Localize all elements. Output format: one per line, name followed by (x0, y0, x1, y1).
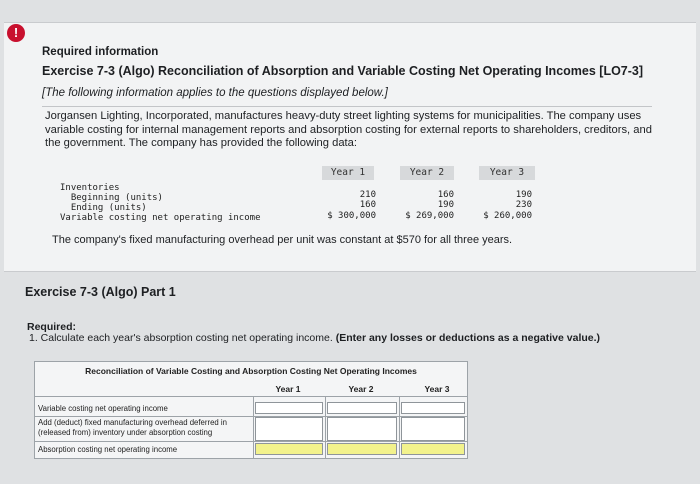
required-bold-text: (Enter any losses or deductions as a negative value.) (335, 332, 601, 344)
input-deferred-overhead-year-3[interactable] (401, 417, 465, 441)
input-variable-income-year-3[interactable] (401, 402, 465, 414)
variable-income-year-2: $ 269,000 (405, 211, 454, 221)
column-divider (325, 396, 326, 458)
input-absorption-income-year-1[interactable] (255, 443, 323, 455)
divider (42, 106, 652, 107)
table-row-divider (35, 441, 467, 442)
variable-income-year-3: $ 260,000 (483, 211, 532, 221)
input-deferred-overhead-year-1[interactable] (255, 417, 323, 441)
alert-icon: ! (7, 24, 25, 42)
required-instruction (29, 332, 600, 344)
col-header-year-3: Year 3 (424, 384, 450, 394)
beginning-year-3: 190 (515, 190, 532, 200)
year-1-header: Year 1 (322, 166, 374, 180)
year-2-header: Year 2 (400, 166, 454, 180)
row-label-fixed-overhead-deferred: Add (deduct) fixed manufacturing overhead deferred in (released from) inventory under absorption costing (38, 418, 227, 437)
input-absorption-income-year-3[interactable] (401, 443, 465, 455)
ending-year-3: 230 (515, 200, 532, 210)
column-divider (253, 396, 254, 458)
row-label-variable-income: Variable costing net operating income (38, 404, 168, 413)
row-label-absorption-income: Absorption costing net operating income (38, 445, 178, 454)
part-1-title: Exercise 7-3 (Algo) Part 1 (25, 285, 176, 299)
table-divider (35, 396, 467, 397)
fixed-overhead-text: The company's fixed manufacturing overhead per unit was constant at $570 for all three years. (52, 234, 513, 246)
variable-income-year-1: $ 300,000 (327, 211, 376, 221)
inventories-label: Inventories (60, 183, 120, 193)
exercise-title: Exercise 7-3 (Algo) Reconciliation of Absorption and Variable Costing Net Operating Incomes [LO7-3] (42, 64, 644, 78)
beginning-year-1: 210 (359, 190, 376, 200)
input-variable-income-year-1[interactable] (255, 402, 323, 414)
ending-year-2: 190 (437, 200, 454, 210)
input-variable-income-year-2[interactable] (327, 402, 397, 414)
info-note: [The following information applies to the questions displayed below.] (42, 87, 388, 99)
ending-year-1: 160 (359, 200, 376, 210)
required-information-heading: Required information (42, 46, 159, 58)
intro-paragraph: Jorgansen Lighting, Incorporated, manufactures heavy-duty street lighting systems for municipalities. The company uses variable costing for internal management reports and absorption costing for external reports to shareholders, creditors, and the government. The company has provided the following data: (45, 110, 652, 149)
input-deferred-overhead-year-2[interactable] (327, 417, 397, 441)
reconciliation-table (34, 361, 468, 459)
col-header-year-2: Year 2 (348, 384, 374, 394)
required-label: Required: (27, 321, 77, 333)
year-3-header: Year 3 (479, 166, 535, 180)
beginning-units-label: Beginning (units) (60, 193, 163, 203)
reconciliation-table-title: Reconciliation of Variable Costing and Absorption Costing Net Operating Incomes (85, 366, 417, 376)
beginning-year-2: 160 (437, 190, 454, 200)
ending-units-label: Ending (units) (60, 203, 147, 213)
col-header-year-1: Year 1 (275, 384, 301, 394)
input-absorption-income-year-2[interactable] (327, 443, 397, 455)
variable-income-label: Variable costing net operating income (60, 213, 261, 223)
required-text: 1. Calculate each year's absorption costing net operating income. (29, 332, 333, 344)
column-divider (399, 396, 400, 458)
